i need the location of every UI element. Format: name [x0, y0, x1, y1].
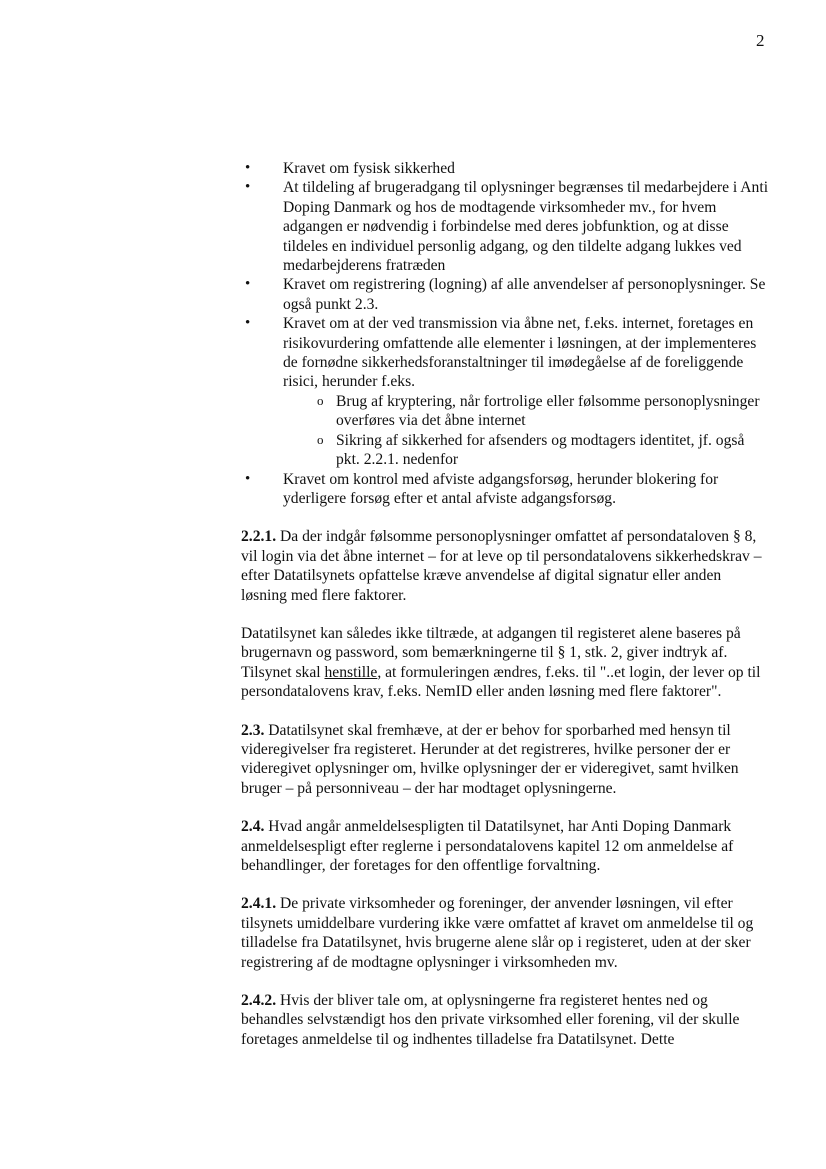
list-item: [241, 159, 769, 178]
section-2-4-1: [241, 894, 769, 972]
document-body: [241, 159, 769, 1049]
section-text: Datatilsynet skal fremhæve, at der er behov for sporbarhed med hensyn til videregivelser fra registeret. Herunder at det registreres, hvilke personer der er videregivet oplysninger om, hvilke oplysninger der er videregivet, samt hvilken bruger – på personniveau – der har modtaget oplysningerne.: [241, 721, 739, 797]
paragraph-text: , at formuleringen ændres, f.eks. til "..et login, der lever op til persondatalovens krav, f.eks. NemID eller anden løsning med flere faktorer".: [241, 663, 761, 701]
paragraph-text: Datatilsynet kan således ikke tiltræde, at adgangen til registeret alene baseres på brugernavn og password, som bemærkningerne til § 1, stk. 2, giver indtryk af. Tilsynet skal: [241, 624, 741, 681]
list-item-text: Kravet om at der ved transmission via åbne net, f.eks. internet, foretages en risikovurdering omfattende alle elementer i løsningen, at der implementeres de fornødne sikkerhedsforanstaltninger til imødegåelse af de foreliggende risici, herunder f.eks.: [283, 315, 757, 391]
sub-list-item-text: Sikring af sikkerhed for afsenders og modtagers identitet, jf. også pkt. 2.2.1. nedenfor: [336, 431, 745, 469]
section-number: 2.3.: [241, 721, 265, 739]
section-number: 2.2.1.: [241, 528, 277, 546]
section-2-2-1: [241, 527, 769, 605]
list-item: [241, 314, 769, 469]
underlined-word: henstille: [324, 663, 378, 681]
list-item: [241, 178, 769, 275]
list-item: [241, 470, 769, 509]
sub-list-item-text: Brug af kryptering, når fortrolige eller følsomme personoplysninger overføres via det åbne internet: [336, 392, 760, 430]
list-item-text: At tildeling af brugeradgang til oplysninger begrænses til medarbejdere i Anti Doping Danmark og hos de modtagende virksomheder mv., for hvem adgangen er nødvendig i forbindelse med deres jobfunktion, og at disse tildeles en individuel personlig adgang, og den tildelte adgang lukkes ved medarbejderens fratræden: [283, 179, 769, 275]
section-text: Hvis der bliver tale om, at oplysningerne fra registeret hentes ned og behandles selvstændigt hos den private virksomhed eller forening, vil der skulle foretages anmeldelse til og indhentes tilladelse fra Datatilsynet. Dette: [241, 992, 740, 1048]
section-2-4: [241, 817, 769, 875]
section-2-3: [241, 721, 769, 799]
section-number: 2.4.2.: [241, 992, 277, 1010]
section-text: Da der indgår følsomme personoplysninger omfattet af persondataloven § 8, vil login via det åbne internet – for at leve op til persondatalovens sikkerhedskrav – efter Datatilsynets opfattelse kræve anvendelse af digital signatur eller anden løsning med flere faktorer.: [241, 528, 762, 604]
list-item-text: Kravet om registrering (logning) af alle anvendelser af personoplysninger. Se også punkt 2.3.: [283, 276, 766, 313]
list-item-text: Kravet om fysisk sikkerhed: [283, 160, 455, 177]
requirements-list: [241, 159, 769, 508]
section-number: 2.4.1.: [241, 895, 277, 913]
section-number: 2.4.: [241, 818, 265, 836]
list-item-text: Kravet om kontrol med afviste adgangsforsøg, herunder blokering for yderligere forsøg efter et antal afviste adgangsforsøg.: [283, 470, 719, 507]
section-2-4-2: [241, 991, 769, 1049]
sub-list-item: [317, 392, 769, 431]
section-text: Hvad angår anmeldelsespligten til Datatilsynet, har Anti Doping Danmark anmeldelsespligt efter reglerne i persondatalovens kapitel 12 om anmeldelse af behandlinger, der foretages for den offentlige forvaltning.: [241, 818, 734, 874]
list-item: [241, 275, 769, 314]
sub-list: [283, 392, 769, 470]
section-text: De private virksomheder og foreninger, der anvender løsningen, vil efter tilsynets umiddelbare vurdering ikke være omfattet af kravet om anmeldelse til og tilladelse fra Datatilsynet, hvis brugerne alene slår op i registeret, uden at der sker registrering af de modtagne oplysninger i virksomheden mv.: [241, 895, 754, 971]
datatilsynet-paragraph: [241, 624, 769, 702]
sub-list-item: [317, 431, 769, 470]
page-number: 2: [756, 31, 765, 50]
